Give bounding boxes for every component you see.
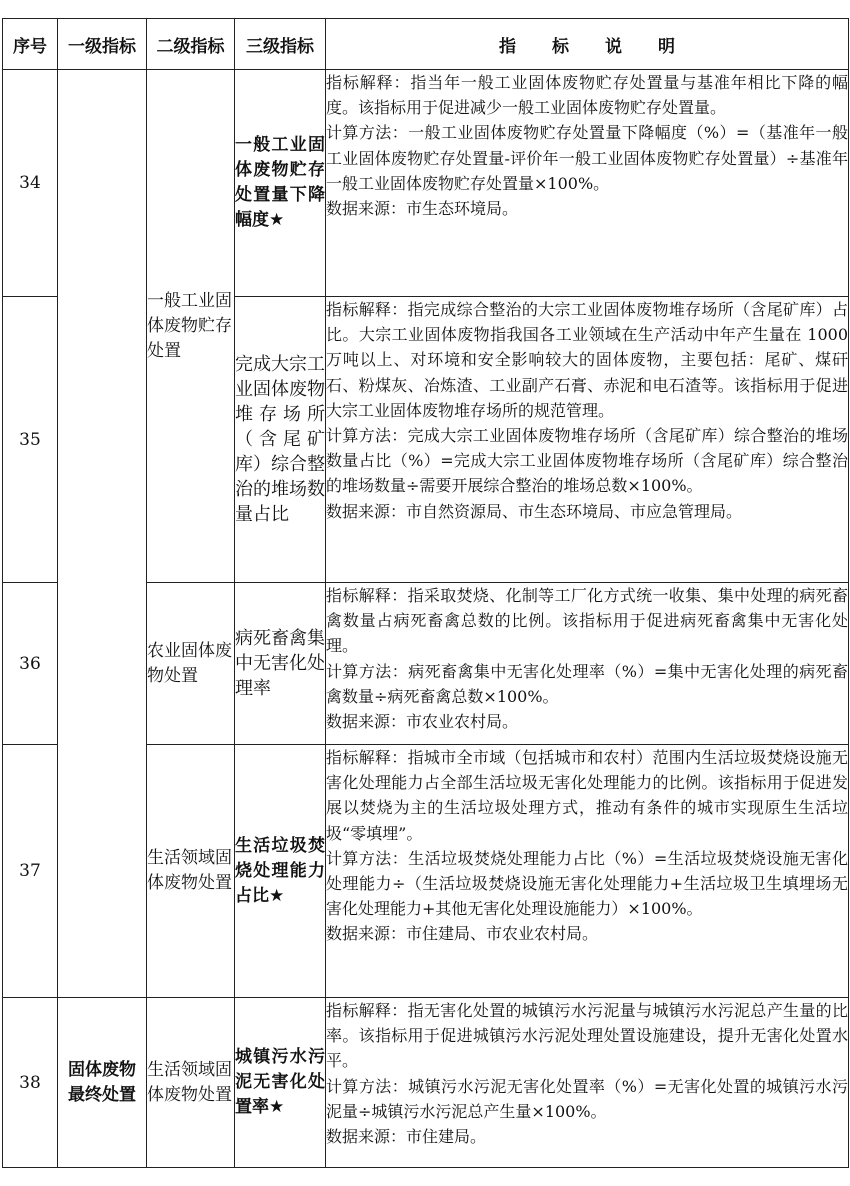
header-seq: 序号 xyxy=(3,19,58,70)
row-level3: 一般工业固体废物贮存处置量下降幅度★ xyxy=(235,70,326,297)
row-seq: 37 xyxy=(3,745,58,998)
row-description xyxy=(326,998,849,1168)
calculation-method: 计算方法：城镇污水污泥无害化处置率（%）=无害化处置的城镇污水污泥量÷城镇污水污泥总产生量×100%。 xyxy=(326,1076,848,1121)
row-level2: 一般工业固体废物贮存处置 xyxy=(147,70,235,583)
indicator-explanation: 指标解释：指无害化处置的城镇污水污泥量与城镇污水污泥总产生量的比率。该指标用于促进城镇污水污泥处理处置设施建设，提升无害化处置水平。 xyxy=(326,1001,848,1071)
row-level1: 固体废物最终处置 xyxy=(58,998,147,1168)
header-level2: 二级指标 xyxy=(147,19,235,70)
row-seq: 35 xyxy=(3,297,58,583)
row-description xyxy=(326,583,849,745)
data-source: 数据来源：市自然资源局、市生态环境局、市应急管理局。 xyxy=(326,501,743,521)
row-level3: 病死畜禽集中无害化处理率 xyxy=(235,583,326,745)
table-row xyxy=(3,70,849,297)
row-level2: 生活领域固体废物处置 xyxy=(147,998,235,1168)
header-level3: 三级指标 xyxy=(235,19,326,70)
row-seq: 36 xyxy=(3,583,58,745)
table-row xyxy=(3,998,849,1168)
row-description xyxy=(326,297,849,583)
calculation-method: 计算方法：生活垃圾焚烧处理能力占比（%）=生活垃圾焚烧设施无害化处理能力÷（生活垃圾焚烧设施无害化处理能力+生活垃圾卫生填埋场无害化处理能力+其他无害化处理设施能力）×100%。 xyxy=(326,848,848,919)
calculation-method: 计算方法：一般工业固体废物贮存处置量下降幅度（%）=（基准年一般工业固体废物贮存处置量-评价年一般工业固体废物贮存处置量）÷基准年一般工业固体废物贮存处置量×100%。 xyxy=(326,123,848,193)
row-level1-empty xyxy=(58,70,147,998)
data-source: 数据来源：市农业农村局。 xyxy=(326,712,519,732)
header-row xyxy=(3,19,849,70)
data-source: 数据来源：市住建局、市农业农村局。 xyxy=(326,924,599,944)
indicator-explanation: 指标解释：指城市全市域（包括城市和农村）范围内生活垃圾焚烧设施无害化处理能力占全部生活垃圾无害化处理能力的比例。该指标用于促进发展以焚烧为主的生活垃圾处理方式，推动有条件的城市实现原生生活垃圾“零填埋”。 xyxy=(326,748,848,843)
row-level3: 完成大宗工业固体废物堆存场所（含尾矿库）综合整治的堆场数量占比 xyxy=(235,297,326,583)
row-seq: 38 xyxy=(3,998,58,1168)
indicator-explanation: 指标解释：指当年一般工业固体废物贮存处置量与基准年相比下降的幅度。该指标用于促进减少一般工业固体废物贮存处置量。 xyxy=(326,73,848,118)
row-level2: 生活领域固体废物处置 xyxy=(147,745,235,998)
row-level3: 城镇污水污泥无害化处置率★ xyxy=(235,998,326,1168)
header-level1: 一级指标 xyxy=(58,19,147,70)
header-description: 指标说明 xyxy=(326,19,849,70)
calculation-method: 计算方法：病死畜禽集中无害化处理率（%）=集中无害化处理的病死畜禽数量÷病死畜禽总数×100%。 xyxy=(326,661,848,706)
data-source: 数据来源：市生态环境局。 xyxy=(326,199,519,219)
indicator-table xyxy=(2,18,849,1168)
data-source: 数据来源：市住建局。 xyxy=(326,1127,487,1147)
indicator-explanation: 指标解释：指完成综合整治的大宗工业固体废物堆存场所（含尾矿库）占比。大宗工业固体废物指我国各工业领域在生产活动中年产生量在 1000 万吨以上、对环境和安全影响较大的固体废物，主要包括：尾矿、煤矸石、粉煤灰、冶炼渣、工业副产石膏、赤泥和电石渣等。该指标用于促进大宗工业固体废物堆存场所的规范管理。 xyxy=(326,300,848,420)
row-description xyxy=(326,70,849,297)
calculation-method: 计算方法：完成大宗工业固体废物堆存场所（含尾矿库）综合整治的堆场数量占比（%）=完成大宗工业固体废物堆存场所（含尾矿库）综合整治的堆场数量÷需要开展综合整治的堆场总数×100%。 xyxy=(326,426,848,496)
row-seq: 34 xyxy=(3,70,58,297)
row-description xyxy=(326,745,849,998)
row-level2: 农业固体废物处置 xyxy=(147,583,235,745)
row-level3: 生活垃圾焚烧处理能力占比★ xyxy=(235,745,326,998)
indicator-explanation: 指标解释：指采取焚烧、化制等工厂化方式统一收集、集中处理的病死畜禽数量占病死畜禽总数的比例。该指标用于促进病死畜禽集中无害化处理。 xyxy=(326,586,848,656)
